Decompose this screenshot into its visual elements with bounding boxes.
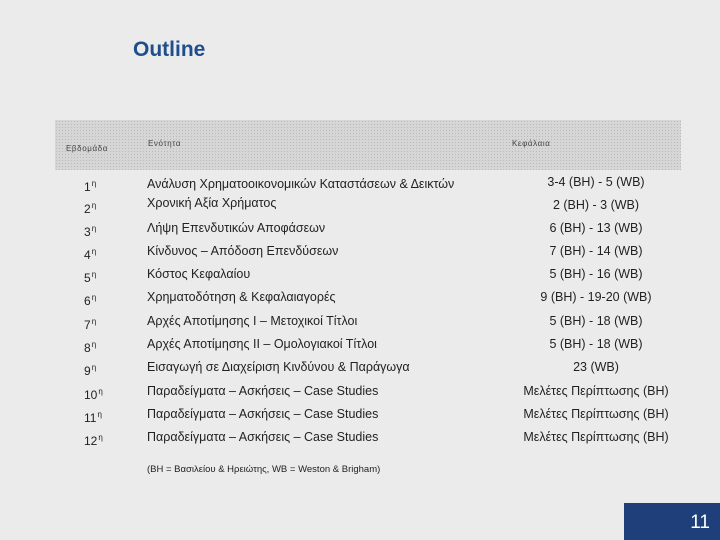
- table-row: [0, 358, 720, 378]
- topic-text: Κόστος Κεφαλαίου: [147, 267, 251, 281]
- chapters-text: 9 (ΒΗ) - 19-20 (WB): [540, 290, 652, 304]
- topic-text: Λήψη Επενδυτικών Αποφάσεων: [147, 221, 326, 235]
- table-row: [0, 335, 720, 355]
- header-week: Εβδομάδα: [66, 144, 108, 153]
- chapters-text: 5 (ΒΗ) - 18 (WB): [549, 337, 643, 351]
- week-number: $6^\eta$: [84, 293, 97, 308]
- table-row: [0, 265, 720, 285]
- chapters-text: 5 (ΒΗ) - 16 (WB): [549, 267, 643, 281]
- topic-text: Κίνδυνος – Απόδοση Επενδύσεων: [147, 244, 339, 258]
- page-number-box: [624, 503, 720, 540]
- chapters-text: 5 (ΒΗ) - 18 (WB): [549, 314, 643, 328]
- abbreviation-note: (ΒΗ = Βασιλείου & Ηρειώτης, WB = Weston & Brigham): [147, 464, 381, 475]
- chapters-text: Μελέτες Περίπτωσης (ΒΗ): [523, 430, 669, 444]
- chapters-text: Μελέτες Περίπτωσης (ΒΗ): [523, 407, 669, 421]
- chapters-text: 3-4 (ΒΗ) - 5 (WB): [547, 175, 645, 189]
- chapters-text: 23 (WB): [573, 360, 619, 374]
- table-row: [0, 428, 720, 448]
- chapters-text: 2 (ΒΗ) - 3 (WB): [552, 198, 640, 212]
- table-row: [0, 405, 720, 425]
- chapters-text: 7 (ΒΗ) - 14 (WB): [549, 244, 643, 258]
- table-row: [0, 196, 720, 216]
- table-row: [0, 312, 720, 332]
- week-number: $1^\eta$: [84, 179, 97, 194]
- week-number: $10^\eta$: [84, 387, 103, 402]
- topic-text: Χρονική Αξία Χρήματος: [147, 196, 277, 210]
- topic-text: Χρηματοδότηση & Κεφαλαιαγορές: [147, 290, 336, 304]
- week-number: $11^\eta$: [84, 410, 102, 425]
- topic-text: Ανάλυση Χρηματοοικονομικών Καταστάσεων & Δεικτών: [147, 177, 455, 191]
- week-number: $4^\eta$: [84, 247, 97, 262]
- week-number: $3^\eta$: [84, 224, 97, 239]
- chapters-text: 6 (ΒΗ) - 13 (WB): [549, 221, 643, 235]
- topic-text: Αρχές Αποτίμησης ΙΙ – Ομολογιακοί Τίτλοι: [147, 337, 377, 351]
- week-number: $7^\eta$: [84, 317, 97, 332]
- header-unit: Ενότητα: [148, 139, 182, 148]
- topic-text: Εισαγωγή σε Διαχείριση Κινδύνου & Παράγωγα: [147, 360, 410, 374]
- week-number: $9^\eta$: [84, 363, 97, 378]
- table-row: [0, 382, 720, 402]
- topic-text: Παραδείγματα – Ασκήσεις – Case Studies: [147, 384, 379, 398]
- table-row: [0, 219, 720, 239]
- topic-text: Αρχές Αποτίμησης Ι – Μετοχικοί Τίτλοι: [147, 314, 358, 328]
- week-number: $5^\eta$: [84, 270, 97, 285]
- slide-title: Outline: [133, 38, 206, 61]
- table-row: [0, 242, 720, 262]
- page-number: 11: [690, 512, 710, 533]
- chapters-text: Μελέτες Περίπτωσης (ΒΗ): [523, 384, 669, 398]
- table-row: [0, 175, 720, 195]
- week-number: $2^\eta$: [84, 201, 97, 216]
- topic-text: Παραδείγματα – Ασκήσεις – Case Studies: [147, 407, 379, 421]
- table-row: [0, 288, 720, 308]
- week-number: $12^\eta$: [84, 433, 103, 448]
- topic-text: Παραδείγματα – Ασκήσεις – Case Studies: [147, 430, 379, 444]
- header-chapters: Κεφάλαια: [512, 139, 551, 148]
- week-number: $8^\eta$: [84, 340, 97, 355]
